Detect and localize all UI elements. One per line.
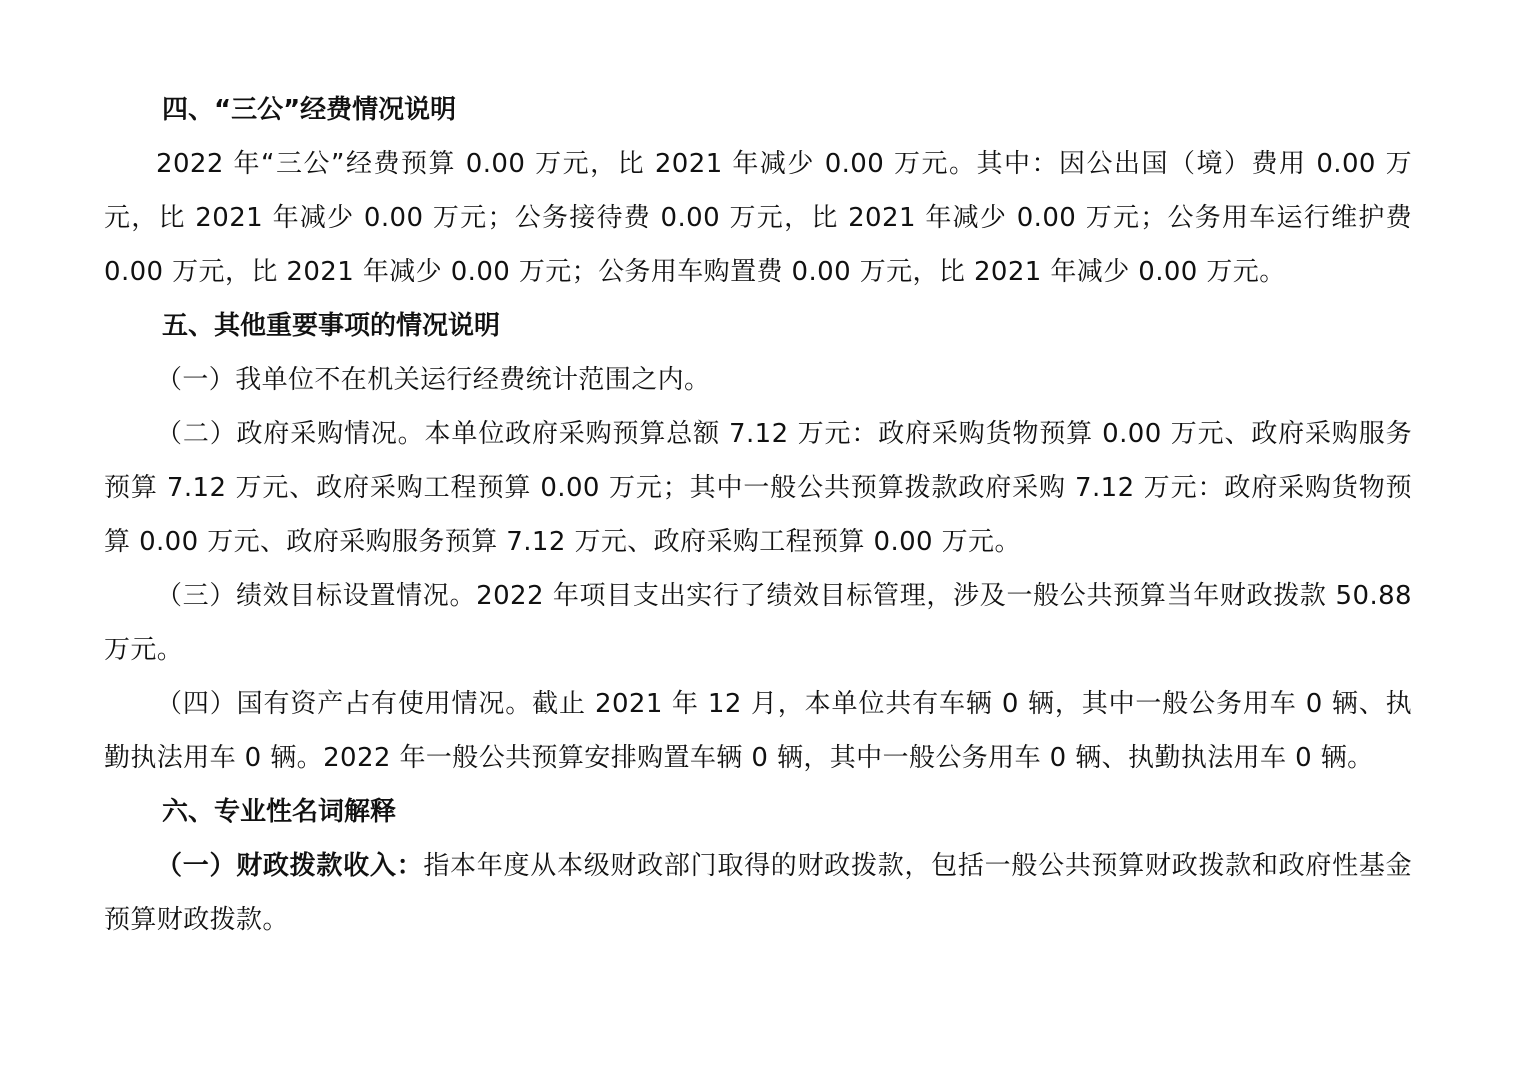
paragraph-performance-targets: （三）绩效目标设置情况。2022 年项目支出实行了绩效目标管理，涉及一般公共预算当年财政拨款 50.88 万元。 (104, 581, 1412, 665)
paragraph-fiscal-appropriation-income (104, 839, 1412, 947)
glossary-term: （一）财政拨款收入： (156, 851, 424, 881)
paragraph-operating-expenses: （一）我单位不在机关运行经费统计范围之内。 (156, 365, 711, 395)
paragraph-state-assets: （四）国有资产占有使用情况。截止 2021 年 12 月，本单位共有车辆 0 辆，其中一般公务用车 0 辆、执勤执法用车 0 辆。2022 年一般公共预算安排购置车辆 0 辆，其中一般公务用车 0 辆、执勤执法用车 0 辆。 (104, 689, 1412, 773)
section-heading-glossary: 六、专业性名词解释 (162, 797, 397, 827)
glossary-definition: 指本年度从本级财政部门取得的财政拨款，包括一般公共预算财政拨款和政府性基金预算财政拨款。 (104, 851, 1412, 935)
document-page (104, 83, 1412, 947)
section-heading-three-public-expenses: 四、“三公”经费情况说明 (162, 95, 457, 125)
paragraph-government-procurement: （二）政府采购情况。本单位政府采购预算总额 7.12 万元：政府采购货物预算 0.00 万元、政府采购服务预算 7.12 万元、政府采购工程预算 0.00 万元；其中一般公共预算拨款政府采购 7.12 万元：政府采购货物预算 0.00 万元、政府采购服务预算 7.12 万元、政府采购工程预算 0.00 万元。 (104, 419, 1412, 557)
paragraph-three-public-expenses: 2022 年“三公”经费预算 0.00 万元，比 2021 年减少 0.00 万元。其中：因公出国（境）费用 0.00 万元，比 2021 年减少 0.00 万元；公务接待费 0.00 万元，比 2021 年减少 0.00 万元；公务用车运行维护费 0.00 万元，比 2021 年减少 0.00 万元；公务用车购置费 0.00 万元，比 2021 年减少 0.00 万元。 (104, 149, 1412, 287)
section-heading-other-matters: 五、其他重要事项的情况说明 (162, 311, 501, 341)
